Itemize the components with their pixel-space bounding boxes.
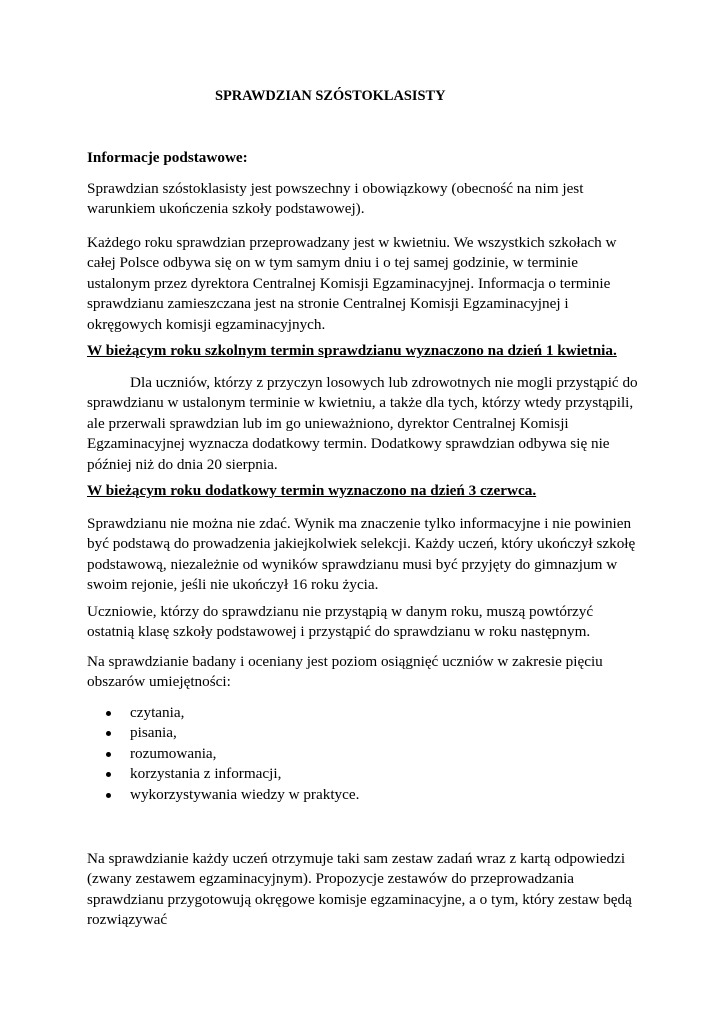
list-item-text: czytania, [130,704,185,721]
list-item [87,764,359,784]
paragraph-repeat-class: Uczniowie, którzy do sprawdzianu nie przystąpią w danym roku, muszą powtórzyć ostatnią klasę szkoły podstawowej i przystąpić do sprawdzianu w roku następnym. [87,603,594,641]
extra-date-line [87,481,642,501]
bullet-icon [106,711,111,716]
extra-date-notice: W bieżącym roku dodatkowy termin wyznaczono na dzień 3 czerwca. [87,482,537,499]
list-item [87,723,359,743]
list-item-text: wykorzystywania wiedzy w praktyce. [130,785,360,803]
bullet-icon [106,793,111,798]
bullet-icon [106,731,111,736]
main-date-notice: W bieżącym roku szkolnym termin sprawdzianu wyznaczono na dzień 1 kwietnia. [87,342,617,359]
section-heading: Informacje podstawowe: [87,149,248,166]
bullet-icon [106,772,111,777]
list-item [87,703,359,723]
list-item-text: pisania, [130,724,177,742]
paragraph-test-set: Na sprawdzianie każdy uczeń otrzymuje taki sam zestaw zadań wraz z kartą odpowiedzi (zwany zestawem egzaminacyjnym). Propozycje zestawów do przeprowadzania sprawdzianu przygotowują okręgowe komisje egzaminacyjne, a o tym, który zestaw będą rozwiązywać [87,850,632,929]
list-item [87,785,359,805]
skills-list [87,703,359,805]
paragraph-skill-areas: Na sprawdzianie badany i oceniany jest poziom osiągnięć uczniów w zakresie pięciu obszarów umiejętności: [87,653,603,691]
list-item [87,744,359,764]
document-title: SPRAWDZIAN SZÓSTOKLASISTY [215,88,446,104]
paragraph-results: Sprawdzianu nie można nie zdać. Wynik ma znaczenie tylko informacyjne i nie powinien być podstawą do prowadzenia jakiejkolwiek selekcji. Każdy uczeń, który ukończył szkołę podstawową, niezależnie od wyników sprawdzianu musi być przyjęty do gimnazjum w swoim rejonie, jeśli nie ukończył 16 roku życia. [87,515,636,594]
bullet-icon [106,752,111,757]
paragraph-schedule: Każdego roku sprawdzian przeprowadzany jest w kwietniu. We wszystkich szkołach w całej Polsce odbywa się on w tym samym dniu i o tej samej godzinie, w terminie ustalonym przez dyrektora Centralnej Komisji Egzaminacyjnej. Informacja o terminie sprawdzianu zamieszczana jest na stronie Centralnej Komisji Egzaminacyjnej i okręgowych komisji egzaminacyjnych. [87,234,617,333]
main-date-line [87,341,642,361]
list-item-text: rozumowania, [130,744,217,762]
list-item-text: korzystania z informacji, [130,765,282,783]
paragraph-intro: Sprawdzian szóstoklasisty jest powszechny i obowiązkowy (obecność na nim jest warunkiem ukończenia szkoły podstawowej). [87,180,584,218]
paragraph-additional-term: Dla uczniów, którzy z przyczyn losowych lub zdrowotnych nie mogli przystąpić do sprawdzianu w ustalonym terminie w kwietniu, a także dla tych, którzy wtedy przystąpili, ale przerwali sprawdzian lub im go unieważniono, dyrektor Centralnej Komisji Egzaminacyjnej wyznacza dodatkowy termin. Dodatkowy sprawdzian odbywa się nie później niż do dnia 20 sierpnia. [87,374,638,473]
